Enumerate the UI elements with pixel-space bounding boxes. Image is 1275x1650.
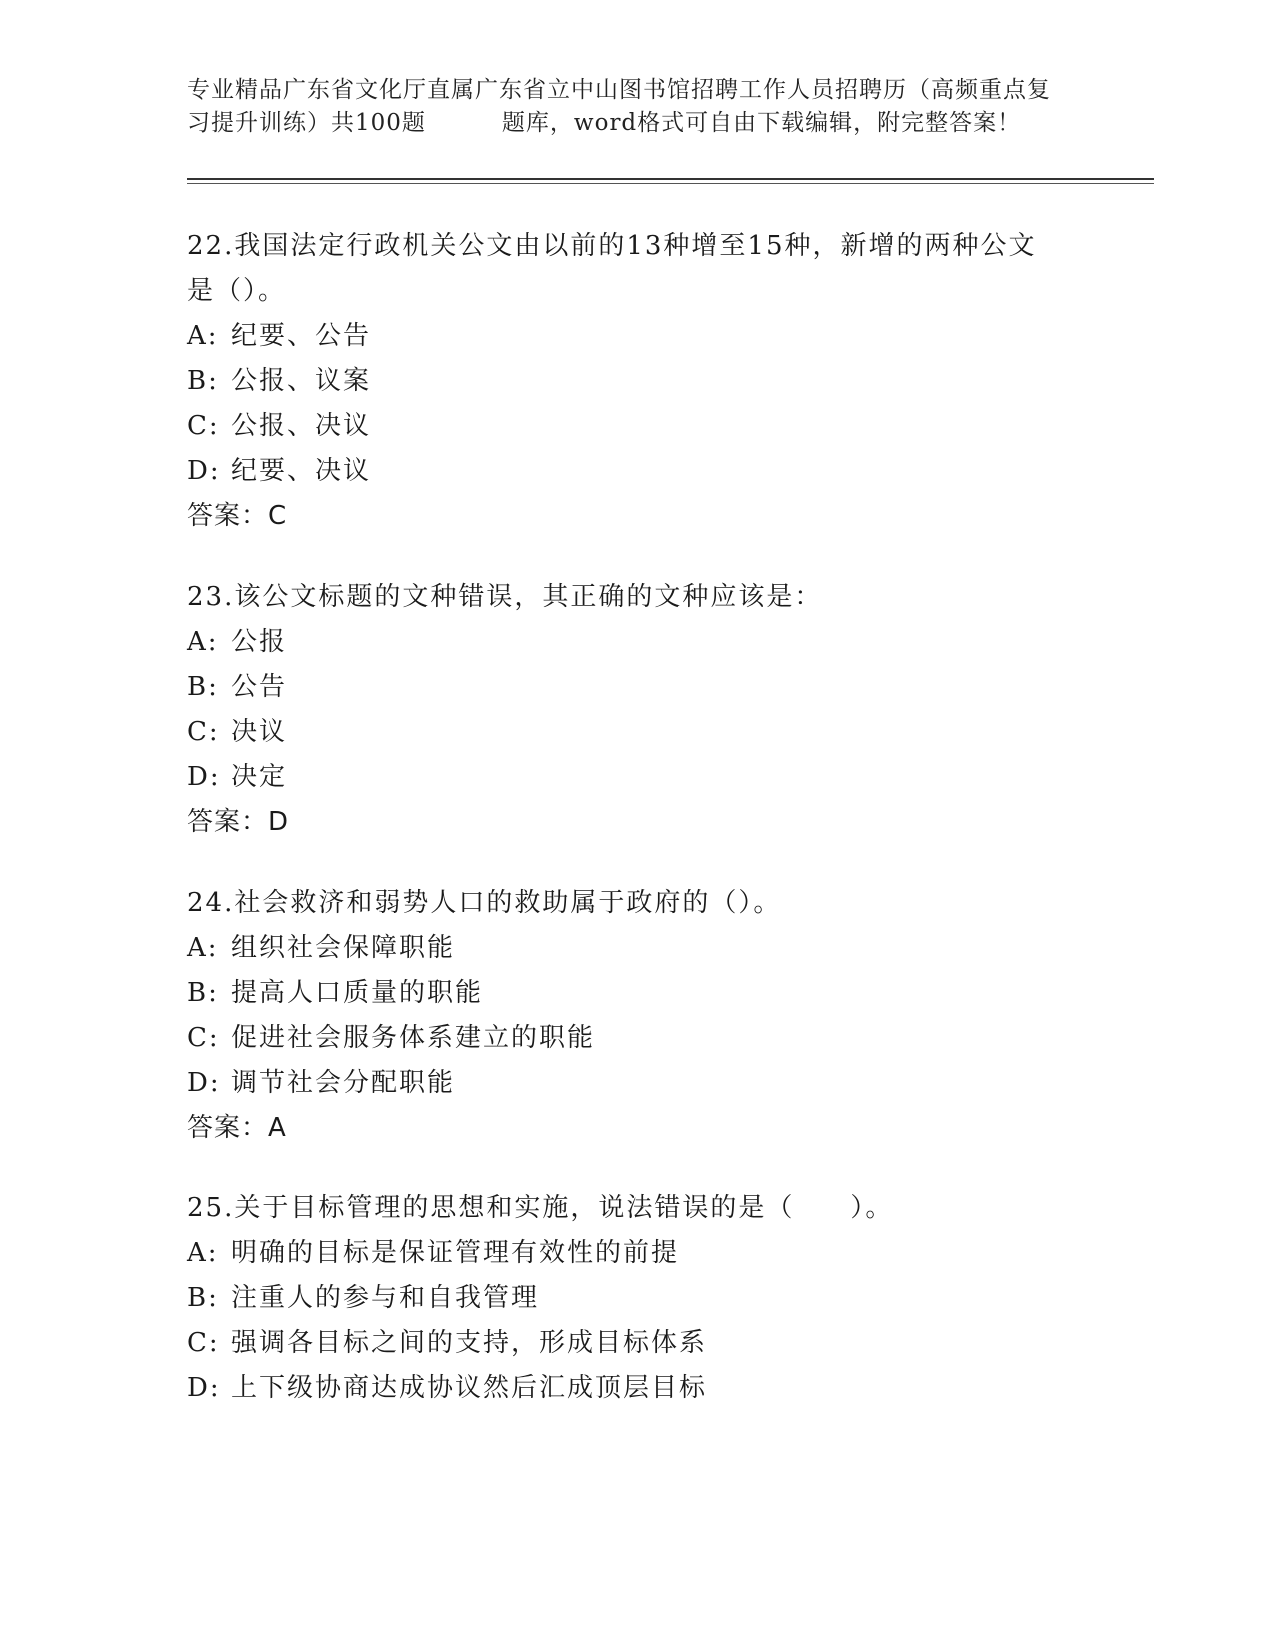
option-b — [187, 359, 1107, 404]
option-text: 决议 — [231, 717, 288, 747]
option-text: 公告 — [231, 672, 288, 702]
option-letter: A: — [187, 933, 219, 963]
option-letter: B: — [187, 978, 219, 1008]
option-letter: D: — [187, 1068, 221, 1098]
option-b — [187, 665, 1107, 710]
option-text: 明确的目标是保证管理有效性的前提 — [231, 1238, 680, 1268]
option-text: 纪要、决议 — [231, 456, 372, 486]
option-d — [187, 449, 1107, 494]
question-22 — [187, 224, 1107, 539]
option-a — [187, 620, 1107, 665]
question-24 — [187, 881, 1107, 1151]
question-stem: 24.社会救济和弱势人口的救助属于政府的（）。 — [187, 888, 782, 918]
option-letter: C: — [187, 1023, 220, 1053]
option-letter: D: — [187, 762, 221, 792]
header-line-2-part-1: 习提升训练）共100题 — [187, 110, 426, 136]
question-stem-continued: 是（）。 — [187, 276, 287, 306]
option-letter: B: — [187, 672, 219, 702]
answer-label: 答案：D — [187, 807, 290, 837]
option-text: 纪要、公告 — [231, 321, 372, 351]
option-d — [187, 1061, 1107, 1106]
option-text: 调节社会分配职能 — [231, 1068, 456, 1098]
option-text: 公报、决议 — [231, 411, 372, 441]
option-text: 组织社会保障职能 — [231, 933, 456, 963]
option-text: 强调各目标之间的支持，形成目标体系 — [231, 1328, 708, 1358]
option-d — [187, 755, 1107, 800]
document-header — [187, 74, 1107, 140]
question-stem: 23.该公文标题的文种错误，其正确的文种应该是： — [187, 582, 823, 612]
header-line-2 — [187, 107, 1107, 140]
option-b — [187, 1276, 1107, 1321]
option-text: 公报 — [231, 627, 288, 657]
option-c — [187, 1321, 1107, 1366]
option-text: 提高人口质量的职能 — [231, 978, 484, 1008]
option-letter: C: — [187, 1328, 220, 1358]
option-letter: B: — [187, 366, 219, 396]
option-c — [187, 404, 1107, 449]
option-letter: A: — [187, 627, 219, 657]
option-letter: C: — [187, 717, 220, 747]
option-c — [187, 710, 1107, 755]
option-letter: C: — [187, 411, 220, 441]
option-a — [187, 926, 1107, 971]
header-line-1: 专业精品广东省文化厅直属广东省立中山图书馆招聘工作人员招聘历（高频重点复 — [187, 77, 1051, 103]
header-divider-thin — [187, 183, 1154, 184]
option-letter: B: — [187, 1283, 219, 1313]
question-25 — [187, 1186, 1107, 1411]
option-a — [187, 314, 1107, 359]
question-stem: 22.我国法定行政机关公文由以前的13种增至15种，新增的两种公文 — [187, 231, 1037, 261]
option-text: 公报、议案 — [231, 366, 372, 396]
option-a — [187, 1231, 1107, 1276]
option-text: 促进社会服务体系建立的职能 — [231, 1023, 596, 1053]
question-23 — [187, 575, 1107, 845]
option-letter: D: — [187, 456, 221, 486]
option-c — [187, 1016, 1107, 1061]
option-text: 决定 — [231, 762, 288, 792]
answer-label: 答案：A — [187, 1113, 287, 1143]
question-stem: 25.关于目标管理的思想和实施，说法错误的是（ ）。 — [187, 1193, 894, 1223]
option-letter: D: — [187, 1373, 221, 1403]
option-letter: A: — [187, 1238, 219, 1268]
header-line-2-part-2: 题库，word格式可自由下载编辑，附完整答案！ — [501, 110, 1022, 136]
option-letter: A: — [187, 321, 219, 351]
option-text: 注重人的参与和自我管理 — [231, 1283, 540, 1313]
header-divider-thick — [187, 178, 1154, 180]
answer-label: 答案：C — [187, 501, 288, 531]
option-b — [187, 971, 1107, 1016]
option-d — [187, 1366, 1107, 1411]
option-text: 上下级协商达成协议然后汇成顶层目标 — [231, 1373, 708, 1403]
